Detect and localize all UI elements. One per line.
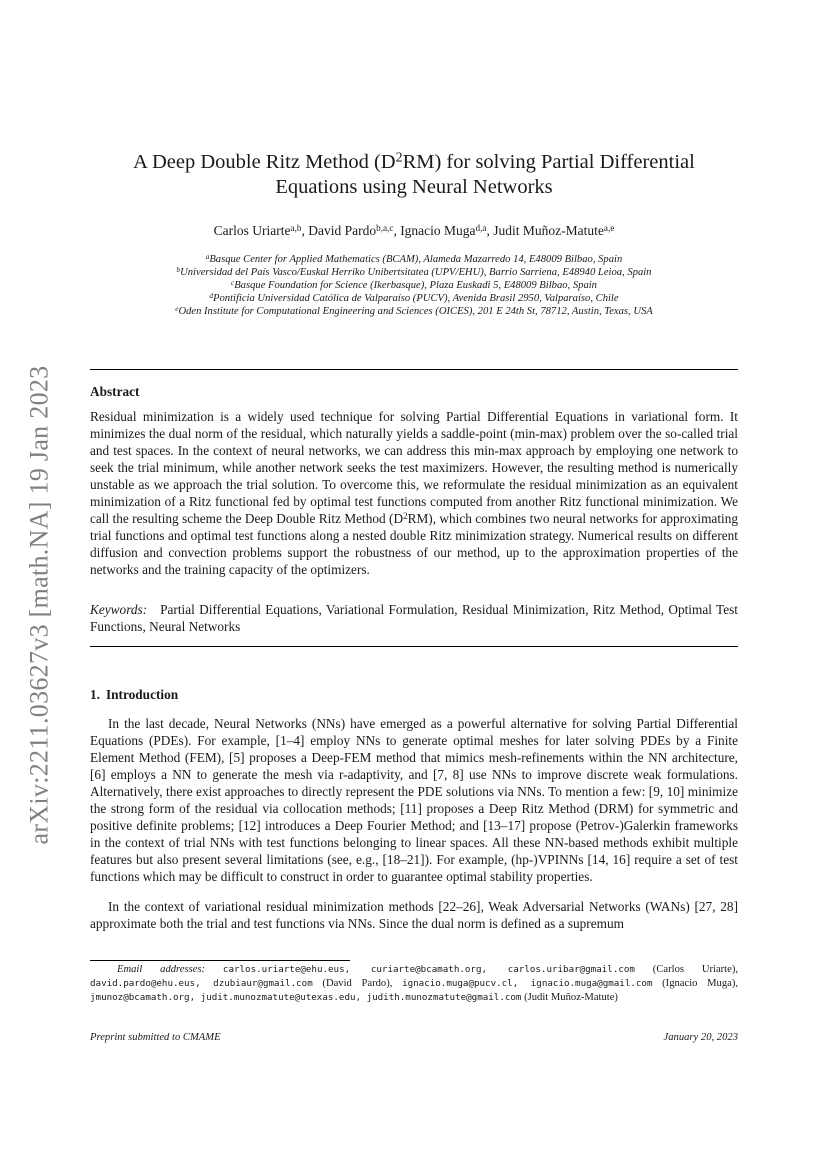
affiliation: $^b$Universidad del País Vasco/Euskal Herriko Unibertsitatea (UPV/EHU), Barrio Sarriena, E48940 Leioa, Spain: [176, 265, 652, 278]
arxiv-sidebar-stamp: [22, 345, 56, 865]
keywords-label: Keywords:: [90, 602, 148, 617]
section-heading: 1. Introduction: [90, 687, 179, 702]
title-line-2: Equations using Neural Networks: [275, 176, 553, 198]
affiliation: $^d$Pontificia Universidad Católica de Valparaíso (PUCV), Avenida Brasil 2950, Valparaíso, Chile: [209, 291, 619, 304]
arxiv-identifier: arXiv:2211.03627v3 [math.NA] 19 Jan 2023: [24, 365, 54, 845]
abstract-body: Residual minimization is a widely used technique for solving Partial Differential Equations in variational form. It minimizes the dual norm of the residual, which naturally yields a saddle-point (min-max) problem over the so-called trial and test spaces. In the context of neural networks, we can address this min-max approach by employing one network to seek the trial minimum, while another network seeks the test maximizers. However, the resulting method is numerically unstable as we approach the trial solution. To overcome this, we reformulate the residual minimization as an equivalent minimization of a Ritz functional fed by optimal test functions computed from another Ritz functional minimization. We call the resulting scheme the Deep Double Ritz Method $(D^2RM)$, which combines two neural networks for approximating trial functions and optimal test functions along a nested double Ritz minimization strategy. Numerical results on different diffusion and convection problems support the robustness of our method, up to the approximation properties of the networks and the training capacity of the optimizers.: [90, 409, 738, 577]
abstract-bottom-rule: [90, 646, 738, 647]
abstract-heading: Abstract: [90, 384, 140, 399]
footer-preprint: Preprint submitted to CMAME: [90, 1032, 221, 1043]
affiliation: $^e$Oden Institute for Computational Engineering and Sciences (OICES), 201 E 24th St, 78712, Austin, Texas, USA: [175, 304, 653, 317]
affiliation-list: [90, 253, 738, 318]
keywords: [90, 601, 738, 635]
intro-paragraph-1: In the last decade, Neural Networks (NNs) have emerged as a powerful alternative for solving Partial Differential Equations (PDEs). For example, [1–4] employ NNs to generate optimal meshes for later solving PDEs by a Finite Element Method (FEM), [5] proposes a Deep-FEM method that mimics mesh-refinements within the NN architecture, [6] employs a NN to generate the mesh via r-adaptivity, and [7, 8] use NNs to improve discrete weak formulations. Alternatively, there exist approaches to directly represent the PDE solutions via NNs. To mention a few: [9, 10] minimize the strong form of the residual via collocation methods; [11] proposes a Deep Ritz Method (DRM) for symmetric and positive definite problems; [12] introduces a Deep Fourier Method; and [13–17] propose (Petrov-)Galerkin frameworks in the context of trial NNs with test functions belonging to linear spaces. All these NN-based methods exhibit multiple features but also present several limitations (see, e.g., [18–21]). For example, (hp-)VPINNs [14, 16] require a set of test functions which may be difficult to construct in order to guarantee optimal stability properties.: [90, 716, 738, 884]
affiliation: $^c$Basque Foundation for Science (Ikerbasque), Plaza Euskadi 5, E48009 Bilbao, Spain: [231, 278, 597, 291]
author: David Pardo$^{b,a,c}$,: [308, 222, 401, 238]
author: Ignacio Muga$^{d,a}$,: [400, 222, 494, 238]
footnote-rule: [90, 960, 350, 961]
author: Carlos Uriarte$^{a,b}$,: [213, 222, 309, 238]
author-list: [90, 223, 738, 239]
affiliation: $^a$Basque Center for Applied Mathematics (BCAM), Alameda Mazarredo 14, E48009 Bilbao, Spain: [205, 252, 623, 265]
intro-paragraph-2: In the context of variational residual minimization methods [22–26], Weak Adversarial Networks (WANs) [27, 28] approximate both the trial and test functions via NNs. Since the dual norm is defined as a supremum: [90, 899, 738, 931]
author: Judit Muñoz-Matute$^{a,e}$: [493, 222, 615, 238]
title-line-1: A Deep Double Ritz Method $(D^2RM)$ for solving Partial Differential: [133, 150, 695, 173]
keywords-list: Partial Differential Equations, Variational Formulation, Residual Minimization, Ritz Method, Optimal Test Functions, Neural Networks: [90, 602, 738, 634]
paper-title: [90, 150, 738, 200]
footer-date: January 20, 2023: [663, 1032, 738, 1043]
email-footnote: Email addresses: carlos.uriarte@ehu.eus, curiarte@bcamath.org, carlos.uribar@gmail.com (Carlos Uriarte), david.pardo@ehu.eus, dzubiaur@gmail.com (David Pardo), ignacio.muga@pucv.cl, ignacio.muga@gmail.com (Ignacio Muga), jmunoz@bcamath.org, judit.munozmatute@utexas.edu, judith.munozmatute@gmail.com (Judit Muñoz-Matute): [90, 964, 739, 1003]
abstract-top-rule: [90, 369, 738, 370]
